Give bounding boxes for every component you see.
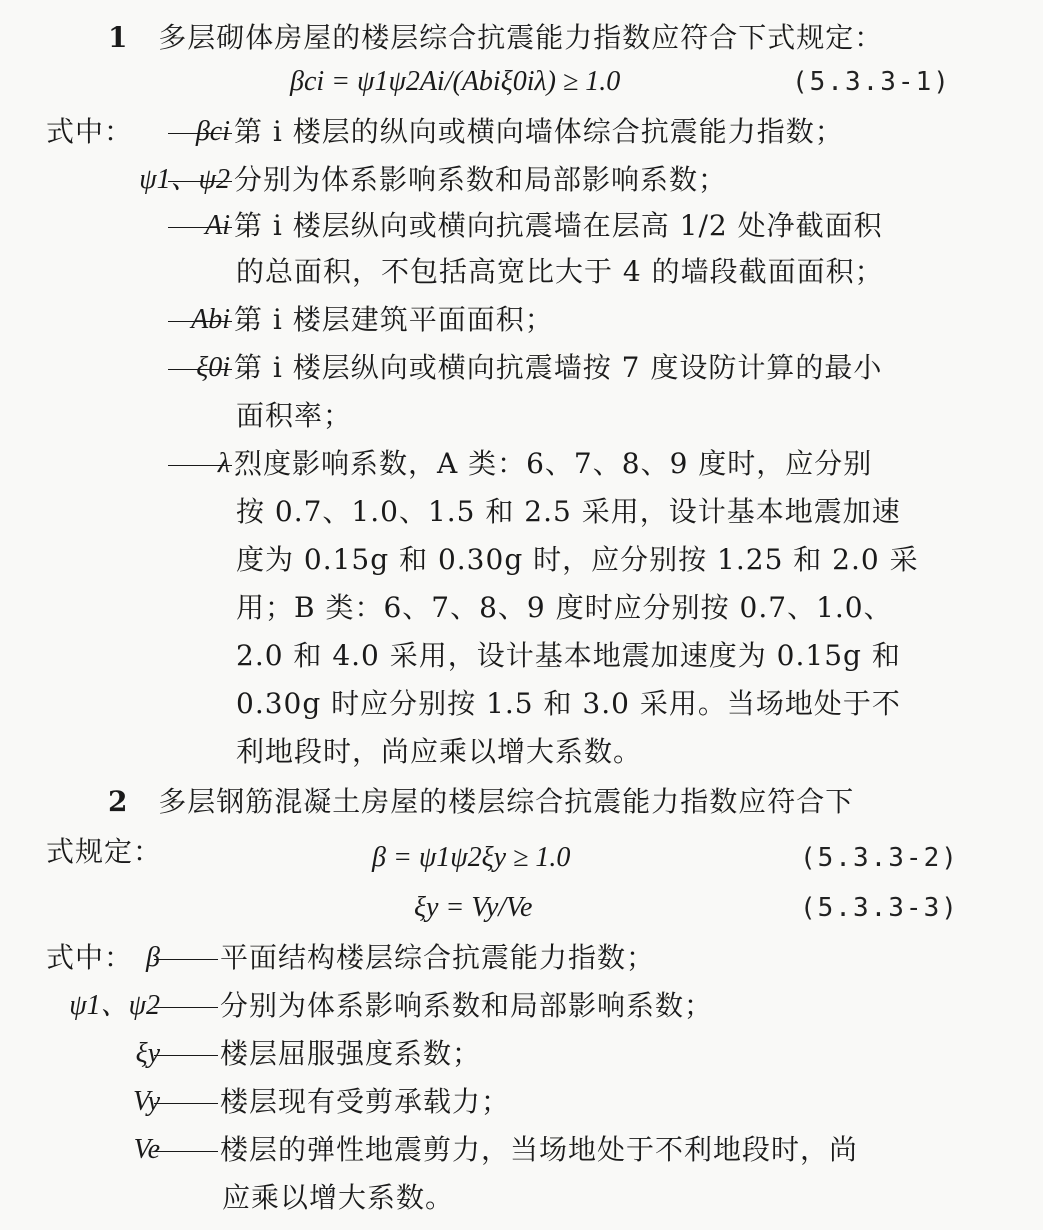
definition-psi1-psi2: 分别为体系影响系数和局部影响系数； — [166, 160, 727, 200]
em-dash — [168, 369, 232, 370]
symbol-psi1-psi2-item2: ψ1、ψ2 — [69, 990, 160, 1021]
formula-number-5-3-3-3: (5.3.3-3) — [800, 893, 959, 923]
definition-xi-0i: 第 i 楼层纵向或横向抗震墙按 7 度设防计算的最小 — [166, 348, 882, 388]
formula-5-3-3-3: ξy = Vy/Ve — [414, 892, 533, 923]
definition-a-bi: 第 i 楼层建筑平面面积； — [166, 300, 554, 340]
em-dash — [168, 321, 232, 322]
definition-xi-y: 楼层屈服强度系数； — [152, 1034, 481, 1074]
definition-lambda-line6: 0.30g 时应分别按 1.5 和 3.0 采用。当场地处于不 — [236, 687, 901, 720]
definition-lambda-line5: 2.0 和 4.0 采用，设计基本地震加速度为 0.15g 和 — [236, 639, 901, 672]
em-dash — [168, 465, 232, 466]
em-dash — [154, 959, 218, 960]
em-dash — [154, 1103, 218, 1104]
definition-beta-ci: 第 i 楼层的纵向或横向墙体综合抗震能力指数； — [166, 112, 844, 152]
formula-5-3-3-2: β = ψ1ψ2ξy ≥ 1.0 — [372, 842, 571, 873]
formula-number-5-3-3-1: (5.3.3-1) — [792, 67, 951, 97]
em-dash — [168, 227, 232, 228]
symbol-xi-0i: ξ0i — [196, 352, 230, 383]
definition-a-i-line2: 的总面积，不包括高宽比大于 4 的墙段截面面积； — [236, 255, 884, 288]
symbol-xi-y: ξy — [135, 1038, 160, 1069]
definition-v-y: 楼层现有受剪承载力； — [152, 1082, 510, 1122]
item1-heading-text: 多层砌体房屋的楼层综合抗震能力指数应符合下式规定： — [158, 21, 884, 54]
symbol-lambda: λ — [217, 448, 230, 479]
definition-lambda: 烈度影响系数，A 类：6、7、8、9 度时，应分别 — [166, 444, 872, 484]
item1-where-label: 式中： — [46, 115, 134, 148]
symbol-beta-ci: βci — [195, 116, 230, 147]
definition-psi1-psi2-item2: 分别为体系影响系数和局部影响系数； — [152, 986, 713, 1026]
definition-beta: 平面结构楼层综合抗震能力指数； — [152, 938, 655, 978]
em-dash — [168, 181, 232, 182]
item2-heading-line2: 式规定： — [46, 835, 163, 868]
item2-where-label: 式中： — [46, 941, 134, 974]
symbol-psi1-psi2: ψ1、ψ2 — [139, 164, 230, 195]
definition-v-e: 楼层的弹性地震剪力，当场地处于不利地段时，尚 — [152, 1130, 858, 1170]
definition-lambda-line7: 利地段时，尚应乘以增大系数。 — [236, 735, 643, 768]
formula-number-5-3-3-2: (5.3.3-2) — [800, 843, 959, 873]
item1-number: 1 — [108, 21, 129, 54]
definition-lambda-line2: 按 0.7、1.0、1.5 和 2.5 采用，设计基本地震加速 — [236, 495, 901, 528]
em-dash — [154, 1055, 218, 1056]
symbol-beta: β — [146, 942, 160, 973]
item2-heading-text: 多层钢筋混凝土房屋的楼层综合抗震能力指数应符合下 — [158, 785, 855, 818]
formula-5-3-3-1: βci = ψ1ψ2Ai/(Abiξ0iλ) ≥ 1.0 — [290, 66, 621, 97]
definition-lambda-line3: 度为 0.15g 和 0.30g 时，应分别按 1.25 和 2.0 采 — [236, 543, 919, 576]
em-dash — [154, 1151, 218, 1152]
definition-a-i: 第 i 楼层纵向或横向抗震墙在层高 1/2 处净截面积 — [166, 206, 883, 246]
em-dash — [168, 133, 232, 134]
symbol-a-i: Ai — [205, 210, 230, 241]
definition-lambda-line4: 用；B 类：6、7、8、9 度时应分别按 0.7、1.0、 — [236, 591, 893, 624]
item2-number: 2 — [108, 785, 129, 818]
item1-heading — [108, 18, 883, 58]
symbol-v-y: Vy — [133, 1086, 160, 1117]
item2-heading — [108, 782, 854, 822]
definition-xi-0i-line2: 面积率； — [236, 399, 353, 432]
definition-v-e-line2: 应乘以增大系数。 — [222, 1181, 455, 1214]
symbol-a-bi: Abi — [191, 304, 230, 335]
em-dash — [154, 1007, 218, 1008]
symbol-v-e: Ve — [133, 1134, 160, 1165]
